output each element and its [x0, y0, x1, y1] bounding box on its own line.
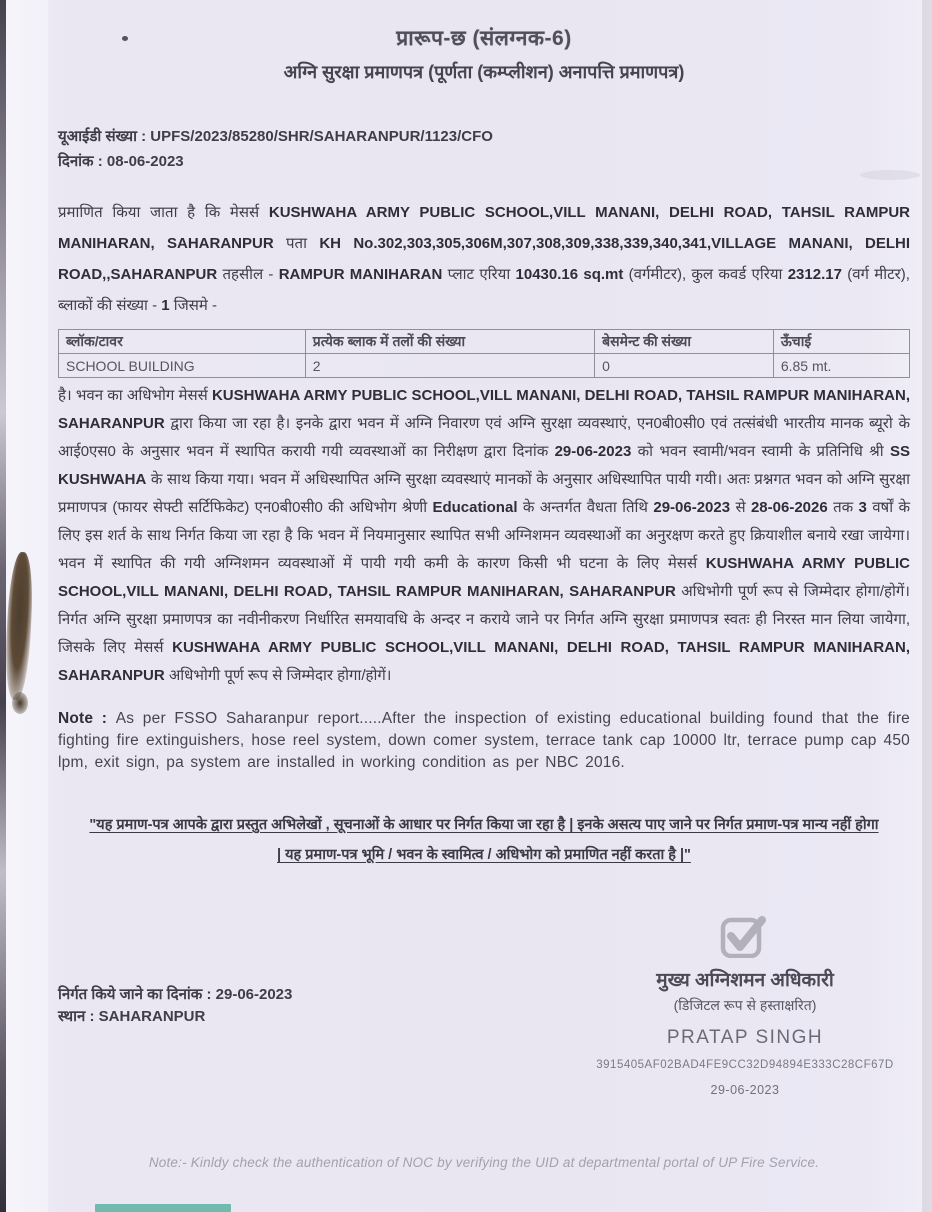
cell-floor-count: 2 [305, 354, 594, 378]
issued-place-line: स्थान : SAHARANPUR [58, 1008, 206, 1025]
scan-edge-right [922, 0, 932, 1212]
scan-edge-left-highlight [6, 0, 48, 1212]
table-row [59, 354, 910, 378]
issue-info-block [58, 984, 292, 1028]
signature-hash: 3915405AF02BAD4FE9CC32D94894E333C28CF67D [596, 1059, 894, 1071]
cell-height: 6.85 mt. [773, 354, 909, 378]
col-floors-per-block: प्रत्येक ब्लाक में तलों की संख्या [305, 330, 594, 354]
cell-block-name: SCHOOL BUILDING [59, 354, 306, 378]
col-basement-count: बेसमेन्ट की संख्या [595, 330, 774, 354]
signatory-name: PRATAP SINGH [666, 1027, 824, 1048]
document-title: प्रारूप-छ (संलग्नक-6) [396, 27, 572, 50]
issue-date-line-top: दिनांक : 08-06-2023 [58, 153, 184, 170]
document-subtitle: अग्नि सुरक्षा प्रमाणपत्र (पूर्णता (कम्प्लीशन) अनापत्ति प्रमाणपत्र) [283, 62, 685, 82]
scan-teal-strip [95, 1204, 231, 1212]
cell-basement-count: 0 [595, 354, 774, 378]
disclaimer-text: "यह प्रमाण-पत्र आपके द्वारा प्रस्तुत अभिलेखों , सूचनाओं के आधार पर निर्गत किया जा रहा है | इनके असत्य पाए जाने पर निर्गत प्रमाण-पत्र मान्य नहीं होगा | यह प्रमाण-पत्र भूमि / भवन के स्वामित्व / अधिभोग को प्रमाणित नहीं करता है |" [89, 817, 879, 863]
inspection-note: Note : As per FSSO Saharanpur report.....After the inspection of existing educational building found that the fire fighting fire extinguishers, hose reel system, down comer system, terrace tank cap 10000 ltr, terrace pump cap 450 lpm, exit sign, pa system are installed in working condition as per NBC 2016. [58, 710, 911, 771]
check-icon [580, 914, 910, 958]
issued-date-line: निर्गत किये जाने का दिनांक : 29-06-2023 [58, 986, 293, 1003]
scan-tape-blob [3, 551, 35, 700]
signature-date: 29-06-2023 [710, 1083, 780, 1097]
signature-block [580, 914, 910, 1097]
scan-edge-left [0, 0, 6, 1212]
signatory-designation: मुख्य अग्निशमन अधिकारी [656, 970, 834, 991]
table-header-row [59, 330, 910, 354]
certification-paragraph: प्रमाणित किया जाता है कि मेसर्स KUSHWAHA ARMY PUBLIC SCHOOL,VILL MANANI, DELHI ROAD, TAHSIL RAMPUR MANIHARAN, SAHARANPUR पता KH No.302,303,305,306M,307,308,309,338,339,340,341,VILLAGE MANANI, DELHI ROAD,,SAHARANPUR तहसील - RAMPUR MANIHARAN प्लाट एरिया 10430.16 sq.mt (वर्गमीटर), कुल कवर्ड एरिया 2312.17 (वर्ग मीटर), ब्लाकों की संख्या - 1 जिसमे - [58, 204, 911, 314]
col-height: ऊँचाई [773, 330, 909, 354]
col-block-tower: ब्लॉक/टावर [59, 330, 306, 354]
digital-sign-note: (डिजिटल रूप से हस्ताक्षरित) [673, 997, 817, 1013]
signature-area [58, 914, 910, 1129]
uid-number-line: यूआईडी संख्या : UPFS/2023/85280/SHR/SAHARANPUR/1123/CFO [58, 128, 493, 145]
document-content [58, 0, 910, 1170]
scan-tape-blob-small [12, 692, 28, 714]
building-blocks-table [58, 329, 910, 378]
terms-paragraph: है। भवन का अधिभोग मेसर्स KUSHWAHA ARMY PUBLIC SCHOOL,VILL MANANI, DELHI ROAD, TAHSIL RAMPUR MANIHARAN, SAHARANPUR द्वारा किया जा रहा है। इनके द्वारा भवन में अग्नि निवारण एवं अग्नि सुरक्षा व्यवस्थाएं, एन0बी0सी0 एवं तत्संबंधी भारतीय मानक ब्यूरो के आई0एस0 के अनुसार भवन में स्थापित करायी गयी व्यवस्थाओं का निरीक्षण द्वारा दिनांक 29-06-2023 को भवन स्वामी/भवन स्वामी के प्रतिनिधि श्री SS KUSHWAHA के साथ किया गया। भवन में अधिस्थापित अग्नि सुरक्षा व्यवस्थाएं मानकों के अनुसार अधिस्थापित पायी गयी। अतः प्रश्नगत भवन को अग्नि सुरक्षा प्रमाणपत्र (फायर सेफ्टी सर्टिफिकेट) एन0बी0सी0 की अधिभोग श्रेणी Educational के अन्तर्गत वैधता तिथि 29-06-2023 से 28-06-2026 तक 3 वर्षों के लिए इस शर्त के साथ निर्गत किया जा रहा है कि भवन में नियमानुसार स्थापित सभी अग्निशमन व्यवस्थाओं का अनुरक्षण करते हुए क्रियाशील बनाये रखा जायेगा। भवन में स्थापित की गयी अग्निशमन व्यवस्थाओं में पायी गयी कमी के कारण किसी भी घटना के लिए मेसर्स KUSHWAHA ARMY PUBLIC SCHOOL,VILL MANANI, DELHI ROAD, TAHSIL RAMPUR MANIHARAN, SAHARANPUR अधिभोगी पूर्ण रूप से जिम्मेदार होगा/होगें। निर्गत अग्नि सुरक्षा प्रमाणपत्र का नवीनीकरण निर्धारित समयावधि के अन्दर न कराये जाने पर निर्गत अग्नि सुरक्षा प्रमाणपत्र स्वतः ही निरस्त मान लिया जायेगा, जिसके लिए मेसर्स KUSHWAHA ARMY PUBLIC SCHOOL,VILL MANANI, DELHI ROAD, TAHSIL RAMPUR MANIHARAN, SAHARANPUR अधिभोगी पूर्ण रूप से जिम्मेदार होगा/होगें। [58, 387, 910, 684]
footer-verification-note: Note:- Kinldy check the authentication of NOC by verifying the UID at departmental portal of UP Fire Service. [148, 1155, 820, 1170]
